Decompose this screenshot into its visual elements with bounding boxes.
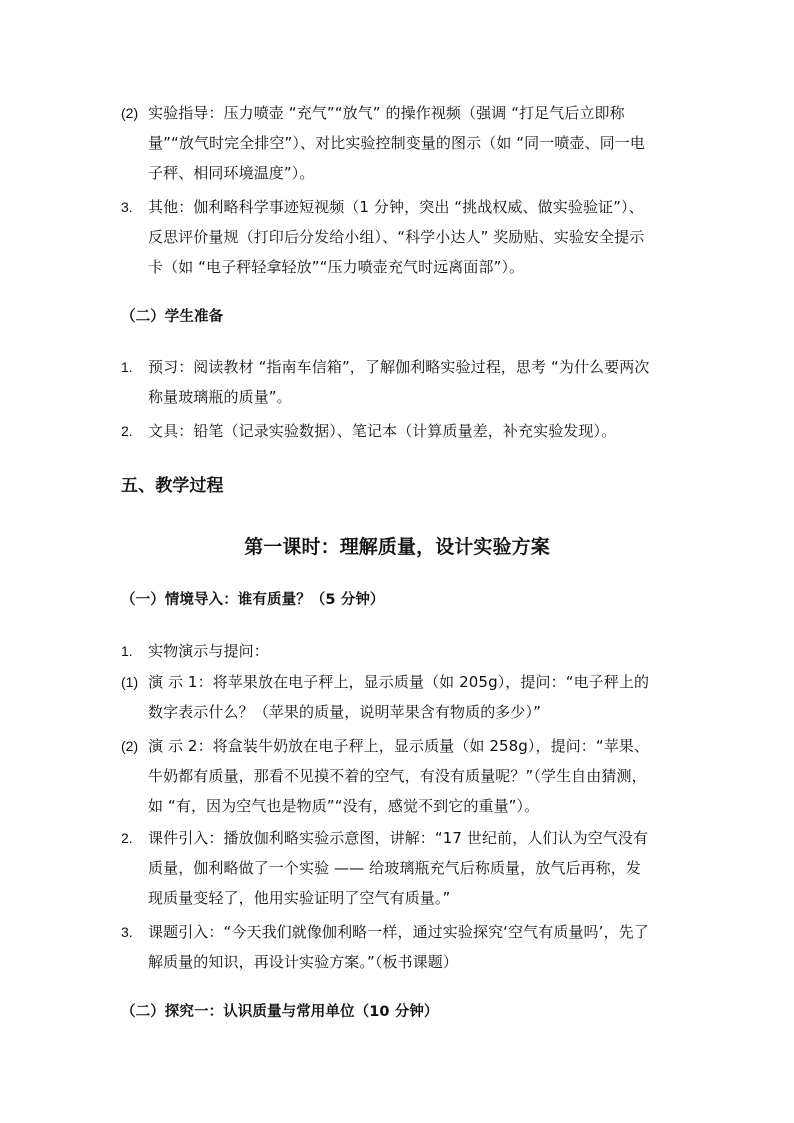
text-line: 其他：伽利略科学事迹短视频（1 分钟，突出 “挑战权威、做实验验证”）、 <box>148 198 644 216</box>
text-line: 现质量变轻了，他用实验证明了空气有质量。” <box>148 889 451 907</box>
list-number: 2. <box>121 830 133 846</box>
list-number: 3. <box>121 924 133 940</box>
list-number: (2) <box>121 738 139 754</box>
list-number: 2. <box>121 423 133 439</box>
text-line: 演 示 1：将苹果放在电子秤上，显示质量（如 205g），提问：“电子秤上的 <box>148 673 650 691</box>
text-line: 称量玻璃瓶的质量”。 <box>148 388 292 406</box>
list-number: (1) <box>121 674 139 690</box>
list-number: (2) <box>121 105 139 121</box>
text-line: 解质量的知识，再设计实验方案。”（板书课题） <box>148 953 458 971</box>
text-line: 质量，伽利略做了一个实验 —— 给玻璃瓶充气后称质量，放气后再称，发 <box>148 859 641 877</box>
text-line: 预习：阅读教材 “指南车信箱”，了解伽利略实验过程，思考 “为什么要两次 <box>148 358 650 376</box>
text-line: 牛奶都有质量，那看不见摸不着的空气，有没有质量呢？”（学生自由猜测， <box>148 767 647 785</box>
text-line: 如 “有，因为空气也是物质”“没有，感觉不到它的重量”）。 <box>148 797 540 815</box>
list-number: 1. <box>121 359 133 375</box>
text-line: 课题引入：“今天我们就像伽利略一样，通过实验探究‘空气有质量吗’，先了 <box>148 923 649 941</box>
section-title: 五、教学过程 <box>121 476 224 496</box>
text-line: 实物演示与提问： <box>148 642 269 660</box>
list-number: 1. <box>121 643 133 659</box>
text-line: 子秤、相同环境温度”）。 <box>148 164 315 182</box>
text-line: 实验指导：压力喷壶 “充气”“放气” 的操作视频（强调 “打足气后立即称 <box>148 104 625 122</box>
text-line: 课件引入：播放伽利略实验示意图，讲解：“17 世纪前，人们认为空气没有 <box>148 829 649 847</box>
list-number: 3. <box>121 199 133 215</box>
text-line: 文具：铅笔（记录实验数据）、笔记本（计算质量差，补充实验发现）。 <box>148 422 617 440</box>
text-line: 反思评价量规（打印后分发给小组）、“科学小达人” 奖励贴、实验安全提示 <box>148 228 645 246</box>
text-line: 数字表示什么？（苹果的质量，说明苹果含有物质的多少）” <box>148 703 541 721</box>
text-line: 卡（如 “电子秤轻拿轻放”“压力喷壶充气时远离面部”）。 <box>148 258 525 276</box>
subheading-intro: （一）情境导入：谁有质量？（5 分钟） <box>121 592 385 608</box>
text-line: 量”“放气时完全排空”）、对比实验控制变量的图示（如 “同一喷壶、同一电 <box>148 134 645 152</box>
lesson-title: 第一课时：理解质量，设计实验方案 <box>244 536 550 558</box>
text-line: 演 示 2：将盒装牛奶放在电子秤上，显示质量（如 258g），提问：“苹果、 <box>148 737 650 755</box>
subheading-explore: （二）探究一：认识质量与常用单位（10 分钟） <box>121 1004 439 1020</box>
subheading-student-prep: （二）学生准备 <box>121 309 224 325</box>
